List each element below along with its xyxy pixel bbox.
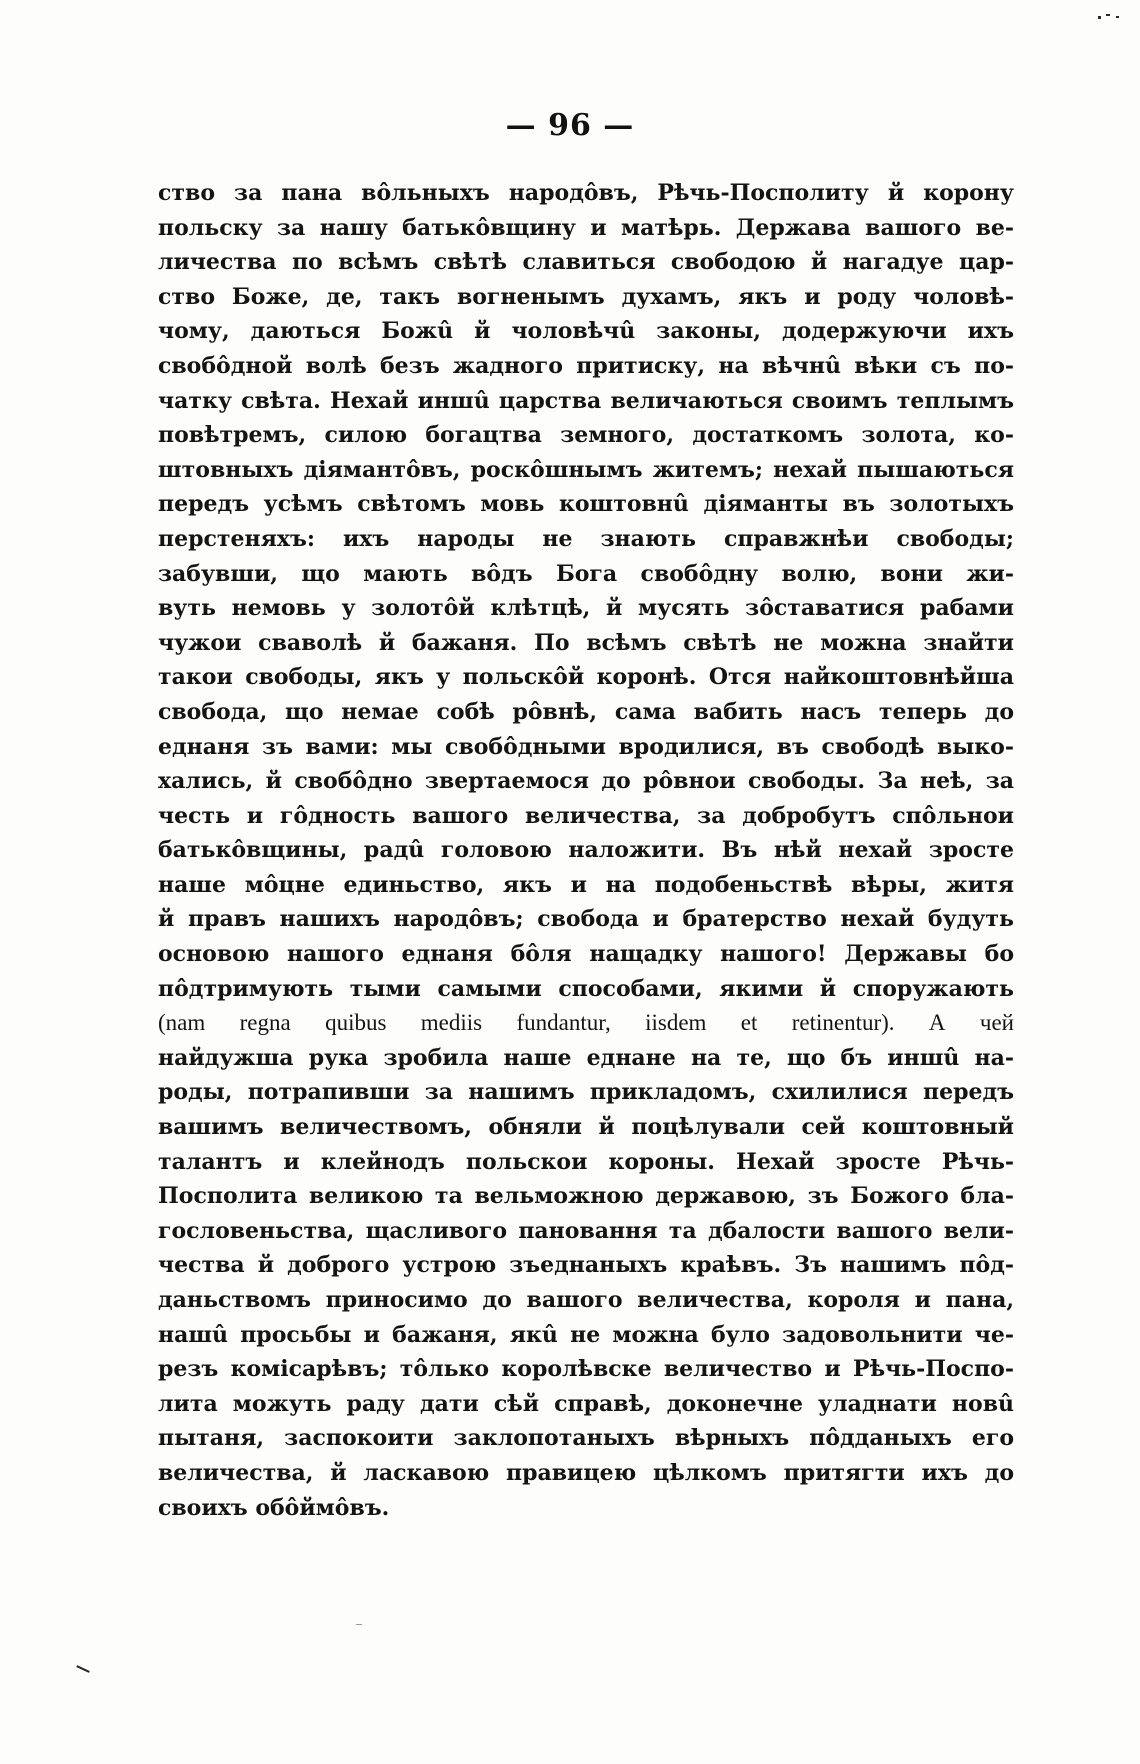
text-line: перстеняхъ: ихъ народы не знають справжнѣи свободы; — [158, 525, 1014, 552]
text-line: найдужша рука зробила наше еднане на те, що бъ иншû на- — [158, 1044, 1014, 1071]
page-number: — 96 — — [505, 108, 635, 143]
text-line: талантъ и клейнодъ польскои короны. Нехай зросте Рѣчь- — [158, 1148, 1014, 1175]
scan-speck — [1116, 16, 1119, 18]
scan-speck — [1098, 16, 1101, 19]
text-line: вуть немовь у золотôй клѣтцѣ, й мусять зôставатися рабами — [158, 595, 1014, 622]
text-line: ство за пана вôльныхъ народôвъ, Рѣчь-Посполиту й корону — [158, 180, 1014, 206]
text-line: даньствомъ приносимо до вашого величества, короля и пана, — [158, 1287, 1014, 1313]
text-line: нашû просьбы и бажаня, якû не можна було задовольнити че- — [158, 1321, 1014, 1348]
text-line: повѣтремъ, силою богацтва земного, достаткомъ золота, ко- — [158, 422, 1014, 449]
scan-speck — [76, 1665, 90, 1673]
text-line: личества по всѣмъ свѣтѣ славиться свободою й нагадуе цар- — [158, 249, 1014, 276]
text-line: гословеньства, щасливого пановання та дбалости вашого вели- — [158, 1217, 1014, 1244]
scan-speck — [356, 1624, 362, 1625]
text-line-latin: (nam regna quibus mediis fundantur, iisdem et retinentur). А чей — [158, 1010, 1014, 1036]
text-line: чужои сваволѣ й бажаня. По всѣмъ свѣтѣ не можна знайти — [158, 629, 1014, 656]
text-line: резъ комiсарѣвъ; тôлько королѣвске величество и Рѣчь-Поспо- — [158, 1356, 1014, 1383]
text-line: основою нашого еднаня бôля нащадку нашого! Державы бо — [158, 941, 1014, 968]
text-line: чества й доброго устрою зъеднаныхъ краѣвъ. Зъ нашимъ пôд- — [158, 1252, 1014, 1279]
text-line: величества, й ласкавою правицею цѣлкомъ притягти ихъ до — [158, 1459, 1014, 1486]
text-line: свобôдной волѣ безъ жадного притиску, на вѣчнû вѣки съ по- — [158, 352, 1014, 379]
text-line: вашимъ величествомъ, обняли й поцѣлували сей коштовный — [158, 1114, 1014, 1141]
text-line: свобода, що немае собѣ рôвнѣ, сама вабить насъ теперь до — [158, 698, 1014, 725]
text-line: й правъ нашихъ народôвъ; свобода и братерство нехай будуть — [158, 906, 1014, 933]
text-line-last: своихъ обôймôвъ. — [158, 1494, 390, 1521]
text-line: пытаня, заспокоити заклопотаныхъ вѣрныхъ пôдданыхъ его — [158, 1425, 1014, 1452]
text-line: чому, даються Божû й чоловѣчû законы, додержуючи ихъ — [158, 318, 1014, 345]
text-line: Посполита великою та вельможною державою, зъ Божого бла- — [158, 1183, 1014, 1210]
text-line: чатку свѣта. Нехай иншû царства величаються своимъ теплымъ — [158, 387, 1014, 414]
text-line: лита можуть раду дати сѣй справѣ, доконечне уладнати новû — [158, 1390, 1014, 1417]
body-text — [158, 176, 1014, 1525]
text-line: хались, й свобôдно звертаемося до рôвнои свободы. За неѣ, за — [158, 768, 1014, 795]
text-line: еднаня зъ вами: мы свобôдными вродилися, въ свободѣ выко- — [158, 733, 1014, 760]
text-line: ство Боже, де, такъ вогненымъ духамъ, якъ и роду чоловѣ- — [158, 283, 1014, 310]
text-line: честь и гôдность вашого величества, за добробутъ спôльнои — [158, 802, 1014, 829]
text-line: забувши, що мають вôдъ Бога свобôдну волю, вони жи- — [158, 560, 1014, 587]
text-line: батькôвщины, радû головою наложити. Въ нѣй нехай зросте — [158, 837, 1014, 864]
text-line: пôдтримують тыми самыми способами, якими й споружають — [158, 975, 1014, 1002]
text-line: польску за нашу батькôвщину и матѣрь. Держава вашого ве- — [158, 214, 1014, 241]
text-line: наше мôцне единьство, якъ и на подобеньствѣ вѣры, житя — [158, 871, 1014, 898]
scan-speck — [1106, 14, 1110, 16]
text-line: штовныхъ дiямантôвъ, роскôшнымъ житемъ; нехай пышаються — [158, 456, 1014, 483]
text-line: такои свободы, якъ у польскôй коронѣ. Отся найкоштовнѣйша — [158, 664, 1014, 691]
text-line: роды, потрапивши за нашимъ прикладомъ, схилилися передъ — [158, 1079, 1014, 1106]
text-line: передъ усѣмъ свѣтомъ мовь коштовнû дiяманты въ золотыхъ — [158, 491, 1014, 518]
